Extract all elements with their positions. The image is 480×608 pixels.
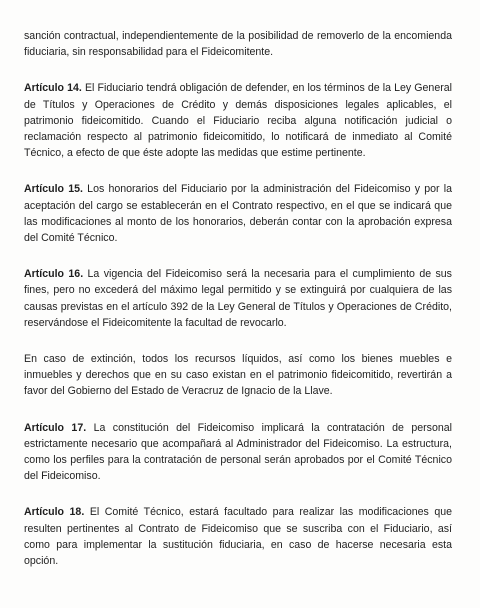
article-text: El Comité Técnico, estará facultado para realizar las modificaciones que resulten pertinentes al Contrato de Fideicomiso que se suscriba con el Fiduciario, así como para implementar la sustitución fiduciaria, en caso de hacerse necesaria esta opción. [24, 506, 452, 568]
article-16 [24, 266, 452, 331]
article-14 [24, 80, 452, 161]
article-15 [24, 181, 452, 246]
article-heading: Artículo 18. [24, 506, 85, 519]
article-heading: Artículo 15. [24, 183, 83, 196]
article-heading: Artículo 17. [24, 421, 87, 434]
paragraph-extinction [24, 351, 452, 400]
article-text: La constitución del Fideicomiso implicará la contratación de personal estrictamente necesario que acompañará al Administrador del Fideicomiso. La estructura, como los perfiles para la contratación de personal serán aprobados por el Comité Técnico del Fideicomiso. [24, 421, 452, 483]
article-17 [24, 420, 452, 485]
article-text: El Fiduciario tendrá obligación de defender, en los términos de la Ley General de Títulos y Operaciones de Crédito y demás disposiciones legales aplicables, el patrimonio fideicomitido. Cuando el Fiduciario reciba alguna notificación judicial o reclamación respecto al patrimonio fideicomitido, lo notificará de inmediato al Comité Técnico, a efecto de que éste adopte las medidas que estime pertinente. [24, 82, 452, 160]
article-text: La vigencia del Fideicomiso será la necesaria para el cumplimiento de sus fines, pero no excederá del máximo legal permitido y se extinguirá por cualquiera de las causas previstas en el artículo 392 de la Ley General de Títulos y Operaciones de Crédito, reservándose el Fideicomitente la facultad de revocarlo. [24, 268, 452, 329]
article-heading: Artículo 14. [24, 82, 82, 95]
document-body [24, 28, 452, 589]
paragraph-continuation [24, 28, 452, 60]
article-18 [24, 504, 452, 569]
article-text: Los honorarios del Fiduciario por la administración del Fideicomiso y por la aceptación del cargo se establecerán en el Contrato respectivo, en el que se indicará que las modificaciones al monto de los honorarios, deberán contar con la aprobación expresa del Comité Técnico. [24, 183, 452, 245]
paragraph-text: En caso de extinción, todos los recursos líquidos, así como los bienes muebles e inmuebles y derechos que en su caso existan en el patrimonio fideicomitido, revertirán a favor del Gobierno del Estado de Veracruz de Ignacio de la Llave. [24, 353, 452, 398]
paragraph-text: sanción contractual, independientemente de la posibilidad de removerlo de la encomienda fiduciaria, sin responsabilidad para el Fideicomitente. [24, 30, 452, 59]
article-heading: Artículo 16. [24, 268, 84, 281]
